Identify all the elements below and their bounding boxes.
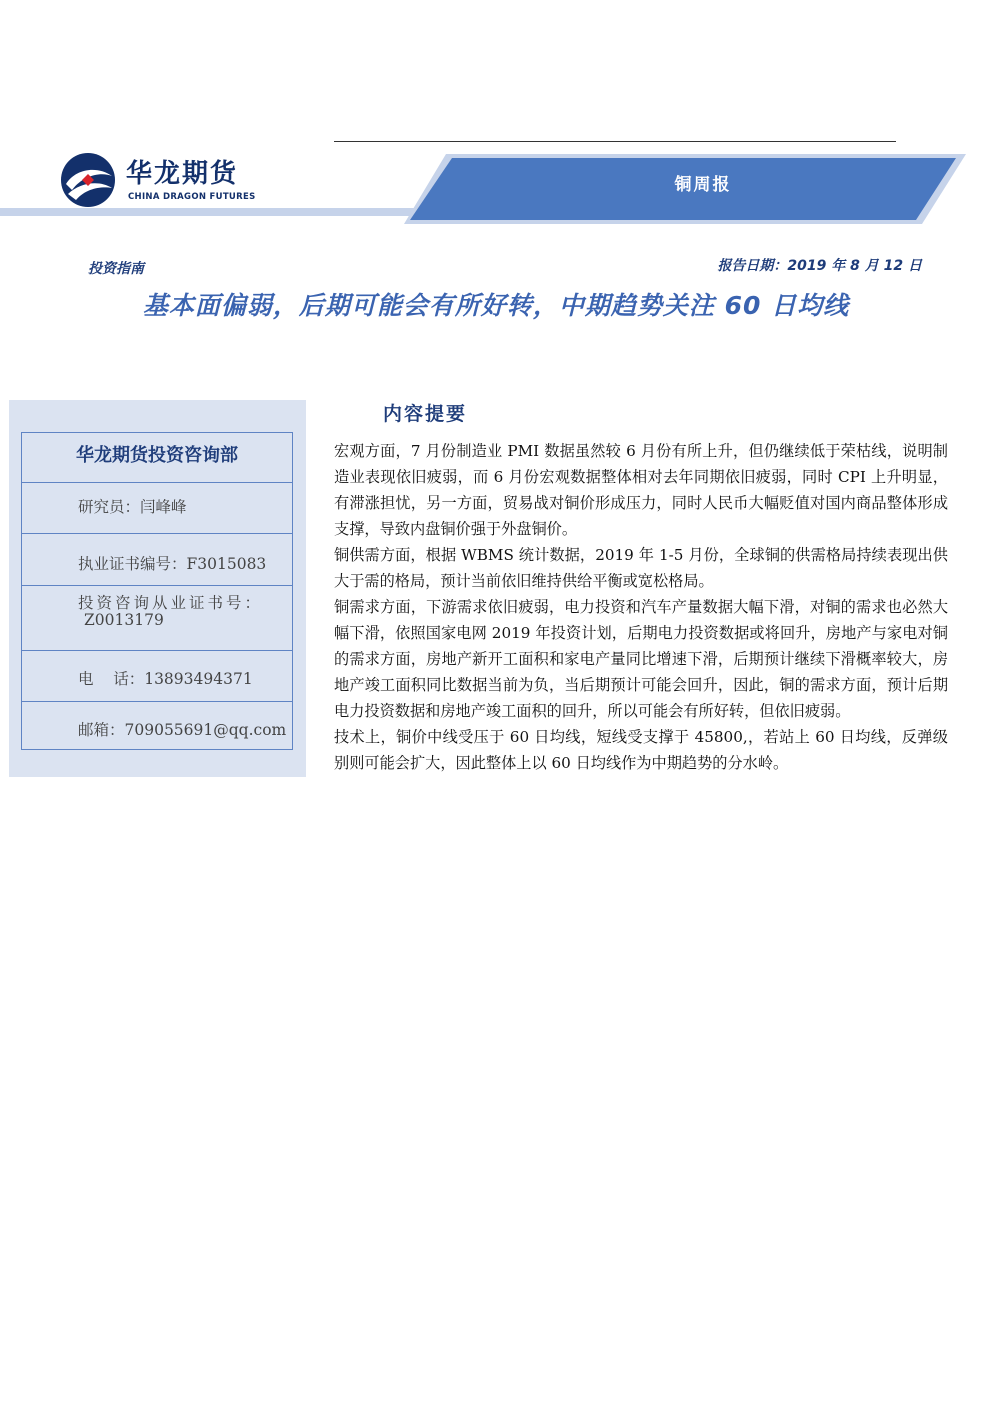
- contact-info-box: [21, 432, 293, 750]
- guide-label: 投资指南: [88, 261, 144, 277]
- summary-paragraph-supply: 铜供需方面，根据 WBMS 统计数据，2019 年 1-5 月份，全球铜的供需格局持续表现出供大于需的格局，预计当前依旧维持供给平衡或宽松格局。: [334, 546, 948, 590]
- summary-heading: 内容提要: [383, 403, 468, 425]
- license-row: [22, 534, 292, 586]
- analyst-name: 研究员：闫峰峰: [78, 498, 187, 516]
- consult-license-row: [22, 586, 292, 651]
- header-top-rule: [334, 141, 896, 142]
- summary-body: [334, 438, 948, 776]
- license-number: 执业证书编号：F3015083: [78, 555, 267, 573]
- department-name: 华龙期货投资咨询部: [76, 445, 238, 466]
- company-logo: [58, 150, 308, 210]
- report-type-label: 铜周报: [674, 175, 732, 195]
- consult-license-number: Z0013179: [84, 611, 164, 629]
- summary-paragraph-macro: 宏观方面，7 月份制造业 PMI 数据虽然较 6 月份有所上升，但仍继续低于荣枯线，说明制造业表现依旧疲弱，而 6 月份宏观数据整体相对去年同期依旧疲弱，同时 CPI 上升明显，有滞涨担忧，另一方面，贸易战对铜价形成压力，同时人民币大幅贬值对国内商品整体形成支撑，导致内盘铜价强于外盘铜价。: [334, 442, 948, 538]
- brand-name-en: CHINA DRAGON FUTURES: [128, 192, 256, 202]
- phone-number: 电 话：13893494371: [78, 670, 253, 688]
- dragon-logo-icon: [58, 150, 118, 210]
- phone-row: [22, 651, 292, 702]
- summary-paragraph-demand: 铜需求方面，下游需求依旧疲弱，电力投资和汽车产量数据大幅下滑，对铜的需求也必然大幅下滑，依照国家电网 2019 年投资计划，后期电力投资数据或将回升，房地产与家电对铜的需求方面，房地产新开工面积和家电产量同比增速下滑，后期预计继续下滑概率较大，房地产竣工面积同比数据当前为负，当后期预计可能会回升，因此，铜的需求方面，预计后期电力投资数据和房地产竣工面积的回升，所以可能会有所好转，但依旧疲弱。: [334, 598, 948, 720]
- email-address: 邮箱：709055691@qq.com: [78, 721, 287, 739]
- contact-sidebar: [9, 400, 306, 777]
- report-date: 报告日期：2019 年 8 月 12 日: [717, 258, 922, 274]
- brand-name-cn: 华龙期货: [126, 159, 239, 189]
- department-row: [22, 433, 292, 483]
- report-title: 基本面偏弱，后期可能会有所好转，中期趋势关注 60 日均线: [142, 291, 850, 320]
- consult-license-label: 投资咨询从业证书号：: [78, 594, 264, 612]
- email-row: [22, 702, 292, 751]
- analyst-row: [22, 483, 292, 534]
- summary-paragraph-technical: 技术上，铜价中线受压于 60 日均线，短线受支撑于 45800,，若站上 60 日均线，反弹级别则可能会扩大，因此整体上以 60 日均线作为中期趋势的分水岭。: [334, 728, 948, 772]
